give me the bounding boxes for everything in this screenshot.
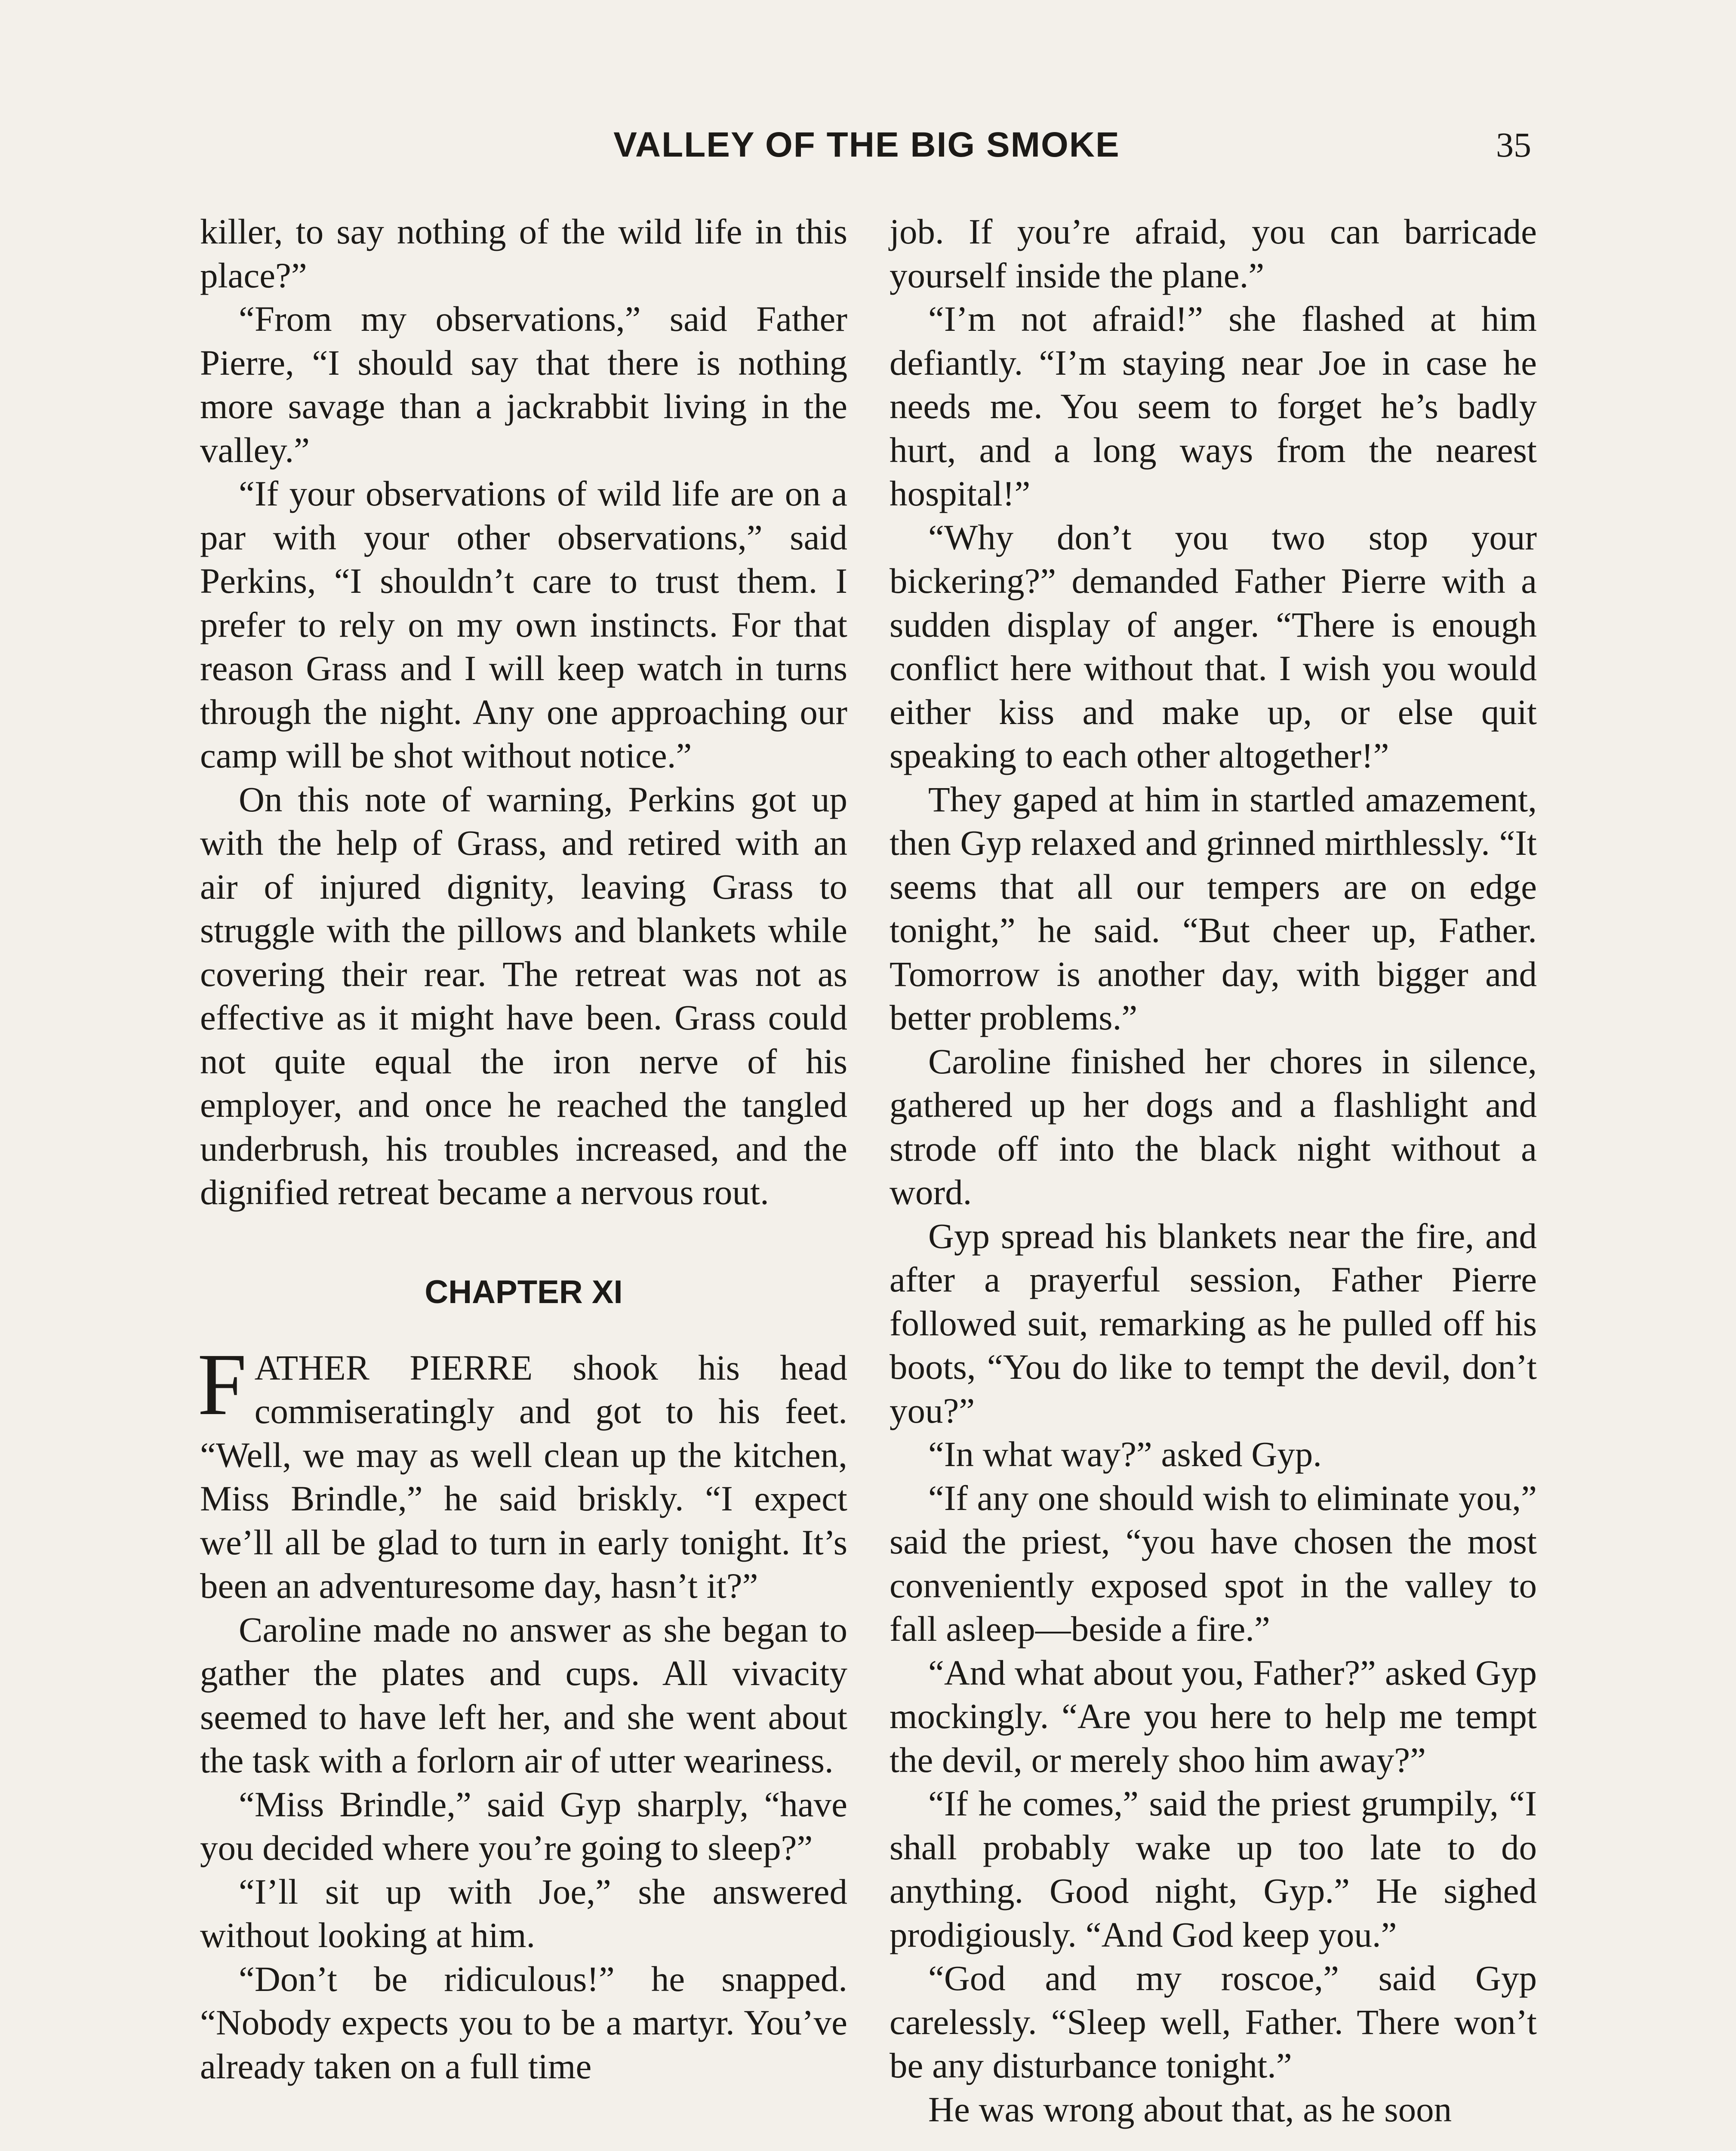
paragraph: On this note of warning, Perkins got up with the help of Grass, and retired with an air of injured dignity, leaving Grass to struggle with the pillows and blankets while covering their rear. The retreat was not as effective as it might have been. Grass could not quite equal the iron nerve of his employer, and once he reached the tangled underbrush, his troubles increased, and the dignified retreat became a nervous rout. — [200, 779, 847, 1212]
paragraph: “Don’t be ridiculous!” he snapped. “Nobody expects you to be a martyr. You’ve already taken on a full time — [200, 1959, 847, 2086]
paragraph: He was wrong about that, as he soon — [928, 2089, 1452, 2129]
opening-text: ATHER PIERRE shook his head commiseratingly and got to his feet. “Well, we may as well clean up the kitchen, Miss Brindle,” he said briskly. “I expect we’ll all be glad to turn in early tonight. It’s been an adventuresome day, hasn’t it?” — [200, 1347, 847, 1606]
page-number: 35 — [1496, 125, 1531, 164]
paragraph: “From my observations,” said Father Pierre, “I should say that there is nothing more savage than a jackrabbit living in the valley.” — [200, 299, 847, 470]
paragraph: “If any one should wish to eliminate you,” said the priest, “you have chosen the most conveniently exposed spot in the valley to fall asleep—beside a fire.” — [890, 1478, 1537, 1649]
running-header — [202, 125, 1531, 176]
paragraph: “Why don’t you two stop your bickering?” demanded Father Pierre with a sudden display of anger. “There is enough conflict here without that. I wish you would either kiss and make up, or else quit speaking to each other altogether!” — [890, 517, 1537, 775]
paragraph: job. If you’re afraid, you can barricade yourself inside the plane.” — [890, 212, 1537, 295]
paragraph: killer, to say nothing of the wild life in this place?” — [200, 212, 847, 295]
paragraph: “Miss Brindle,” said Gyp sharply, “have you decided where you’re going to sleep?” — [200, 1784, 847, 1867]
paragraph: “If your observations of wild life are on a par with your other observations,” said Perkins, “I shouldn’t care to trust them. I prefer to rely on my own instincts. For that reason Grass and I will keep watch in turns through the night. Any one approaching our camp will be shot without notice.” — [200, 474, 847, 775]
paragraph: “And what about you, Father?” asked Gyp mockingly. “Are you here to help me tempt the devil, or merely shoo him away?” — [890, 1652, 1537, 1780]
chapter-opening-paragraph — [197, 1334, 847, 1608]
paragraph: Gyp spread his blankets near the fire, and after a prayerful session, Father Pierre followed suit, remarking as he pulled off his boots, “You do like to tempt the devil, don’t you?” — [890, 1216, 1537, 1430]
paragraph: They gaped at him in startled amazement, then Gyp relaxed and grinned mirthlessly. “It seems that all our tempers are on edge tonight,” he said. “But cheer up, Father. Tomorrow is another day, with bigger and better problems.” — [890, 779, 1537, 1037]
paragraph: “If he comes,” said the priest grumpily, “I shall probably wake up too late to do anything. Good night, Gyp.” He sighed prodigiously. “And God keep you.” — [890, 1784, 1537, 1954]
paragraph: “In what way?” asked Gyp. — [928, 1434, 1322, 1474]
paragraph: Caroline finished her chores in silence, gathered up her dogs and a flashlight and strode off into the black night without a word. — [890, 1041, 1537, 1212]
chapter-heading: CHAPTER XI — [425, 1273, 623, 1310]
paragraph: Caroline made no answer as she began to gather the plates and cups. All vivacity seemed to have left her, and she went about the task with a forlorn air of utter weariness. — [200, 1609, 847, 1780]
left-column — [197, 210, 847, 2088]
drop-cap: F — [197, 1334, 247, 1433]
paragraph: “I’m not afraid!” she flashed at him defiantly. “I’m staying near Joe in case he needs me. You seem to forget he’s badly hurt, and a long ways from the nearest hospital!” — [890, 299, 1537, 513]
running-title: VALLEY OF THE BIG SMOKE — [613, 125, 1120, 164]
right-column — [890, 210, 1537, 2131]
paragraph: “I’ll sit up with Joe,” she answered without looking at him. — [200, 1871, 847, 1955]
paragraph: “God and my roscoe,” said Gyp carelessly. “Sleep well, Father. There won’t be any disturbance tonight.” — [890, 1958, 1537, 2085]
